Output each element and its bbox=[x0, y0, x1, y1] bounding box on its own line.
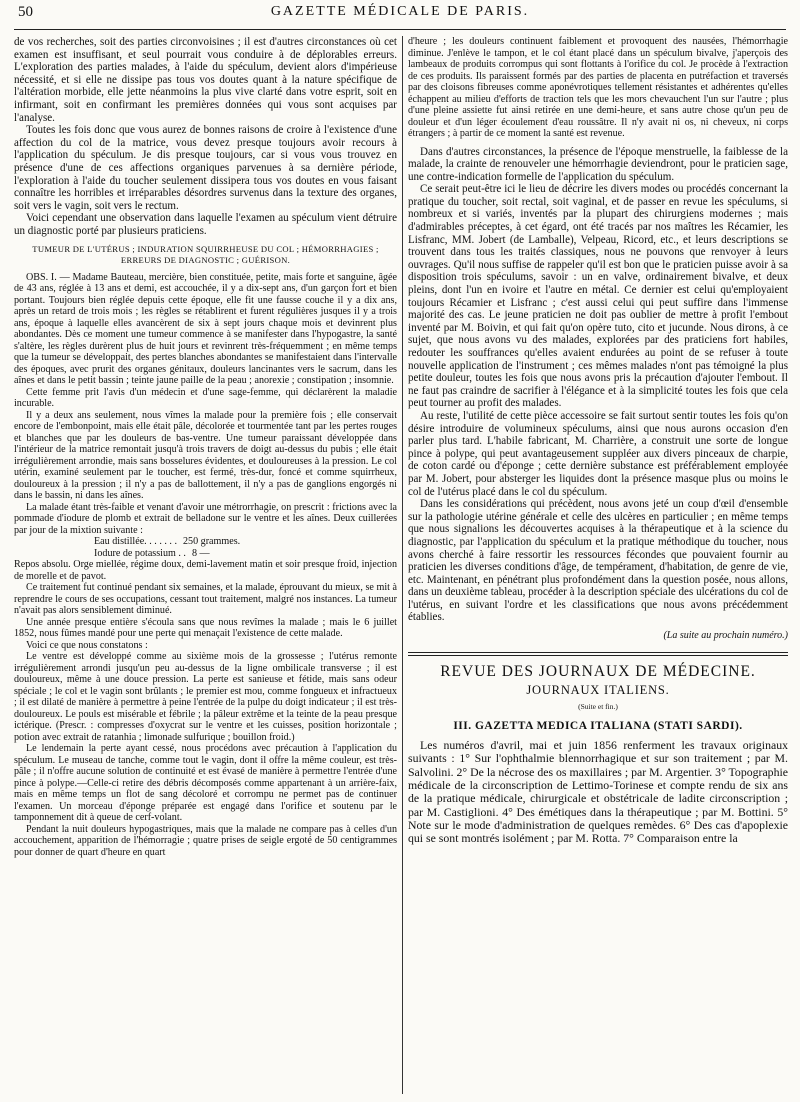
paragraph: OBS. I. — Madame Bauteau, mercière, bien constituée, petite, mais forte et sanguine, âgée de 43 ans, réglée à 13 ans et demi, est accouchée, il y a dix-sept ans, d'un garçon fort et bien portant. Toujours bien réglée depuis cette époque, elle fit une fausse couche il y a dix ans, après un retard de trois mois ; les règles se rétablirent et furent régulières jusques il y a trois ans, époque à laquelle elles avancèrent de six à sept jours chaque mois et devinrent plus abondantes. Dès ce moment une tumeur commence à se manifester dans l'hypogastre, la santé s'altère, les règles durèrent plus de huit jours et revinrent très-fréquemment ; en même temps que la tumeur se développait, des pertes blanches abondantes se manifestaient dans l'intervalle des époques, avec prurit des organes génitaux, douleurs lancinantes vers le sacrum, dans les aînes et dans le petit bassin ; teinte jaune paille de la peau ; anorexie ; constipation ; insomnie. bbox=[14, 271, 397, 386]
page-header bbox=[14, 4, 786, 30]
paragraph: Dans les considérations qui précèdent, nous avons jeté un coup d'œil d'ensemble sur la pathologie utérine générale et celle des ulcères en particulier ; en même temps que nous signalions les découvertes acquises à la thérapeutique et à la science du diagnostic, par l'application du spéculum et la pratique méthodique du toucher, nous avons cherché à faire ressortir les ressources fécondes que pouvaient fournir au praticien les diverses conditions d'âge, de tempérament, d'habitation, de genre de vie, etc. Maintenant, en pénétrant plus profondément dans la question posée, nous allons, dans un deuxième tableau, procéder à la description spéciale des ulcérations du col de l'utérus, en suivant l'ordre et les classifications que nous avons précédemment établies. bbox=[408, 498, 788, 624]
header-rule bbox=[14, 29, 786, 30]
paragraph: Ce serait peut-être ici le lieu de décrire les divers modes ou procédés concernant la pratique du toucher, soit rectal, soit vaginal, et de passer en revue les spéculums, si nombreux et si variés, inventés par la plupart des chirurgiens modernes ; mais d'admirables préceptes, à cet égard, ont été tracés par nos maîtres les Récamier, les Lisfranc, MM. Jobert (de Lamballe), Velpeau, Ricord, etc., et leurs descriptions se trouvent dans tous les traités classiques, nous ne pouvons que renvoyer à leurs ouvrages. Qu'il nous suffise de rappeler qu'il est bon que le praticien puisse avoir à sa disposition trois spéculums, savoir : un en valve, ordinairement bivalve, et deux pleins, dont l'un en ivoire et l'autre en métal. Ce dernier est celui qu'employaient toujours Récamier et Lisfranc ; c'est aussi celui qui peut suffire dans l'immense majorité des cas. Le jeune praticien ne doit pas oublier de mettre à profit l'embout inventé par M. Boivin, et qui fait qu'on opère tuto, cito et jucunde. Nous dirons, à ce sujet, que nous avons vu des malades, explorées par des praticiens fort habiles, redouter les souffrances qu'elles avaient endurées au point de se refuser à toute nouvelle application de l'instrument ; ces mêmes malades n'ont pas témoigné la plus petite douleur, toutes les fois que nous avons pris la précaution d'ajouter l'embout. Il ne faut pas craindre de sacrifier à l'élégance et à la simplicité toutes les fois que cela peut tourner au profit des malades. bbox=[408, 183, 788, 410]
journal-heading: III. GAZETTA MEDICA ITALIANA (STATI SARDI). bbox=[453, 720, 743, 733]
paragraph: Le ventre est développé comme au sixième mois de la grossesse ; l'utérus remonte irrégulièrement arrondi jusqu'un peu au-dessus de la ligne ombilicale transverse ; il est douloureux, même à une douce pression. La perte est sanieuse et fétide, mais sans odeur spéciale ; le col et le vagin sont brûlants ; le premier est mou, comme fongueux et infractueux ; il est dilaté de manière à permettre à peine l'entrée de la pulpe du doigt indicateur ; il est très-douloureux. Le pouls est misérable et fébrile ; la pâleur extrême et la teinte de la peau presque ictérique. (Prescr. : compresses d'oxycrat sur le ventre et les cuisses, position horizontale ; potion avec extrait de ratanhia ; limonade sulfurique ; bouillon froid.) bbox=[14, 651, 397, 743]
paragraph: Les numéros d'avril, mai et juin 1856 renferment les travaux originaux suivants : 1° Sur l'ophthalmie blennorrhagique et sur son traitement ; par M. Salvolini. 2° De la nécrose des os maxillaires ; par M. Argentier. 3° Topographie médicale de la circonscription de Lettimo-Torinese et compte rendu de six ans de la pratique médicale, chirurgicale et obstétricale de ladite circonscription ; par M. Castiglioni. 4° Des émétiques dans la thérapeutique ; par M. Bottini. 5° Note sur le mode d'administration de quelques remèdes. 6° Des cas d'apoplexie qui se sont montrés isolément ; par M. Rotta. 7° Comparaison entre la bbox=[408, 738, 788, 846]
paragraph: Dans d'autres circonstances, la présence de l'époque menstruelle, la faiblesse de la malade, la crainte de renouveler une hémorrhagie deviendront, pour le praticien sage, une contre-indication formelle de l'application du spéculum. bbox=[408, 145, 788, 183]
paragraph: Une année presque entière s'écoula sans que nous revîmes la malade ; mais le 6 juillet 1852, nous fûmes mandé pour une perte qui menaçait l'existence de cette malade. bbox=[14, 616, 397, 639]
recipe-ingredient: Eau distillée. . . . . . . bbox=[94, 536, 177, 547]
paragraph: Au reste, l'utilité de cette pièce accessoire se fait surtout sentir toutes les fois qu'on désire introduire de volumineux spéculums, ainsi que nous aurons occasion d'en parler plus tard. L'habile fabricant, M. Charrière, a construit une sorte de longue pince à polype, qui peut avantageusement suppléer aux divers pinceaux de charpie, de coton cardé ou d'éponge ; cette dernière substance est préférablement employée par M. Jobert, pour absterger les liquides dont la présence masque plus ou moins le col de l'utérus placé dans le col du spéculum. bbox=[408, 409, 788, 498]
page-number: 50 bbox=[18, 4, 33, 20]
paragraph: Cette femme prit l'avis d'un médecin et d'une sage-femme, qui déclarèrent la maladie incurable. bbox=[14, 386, 397, 409]
recipe-amount: 8 — bbox=[191, 547, 210, 559]
paragraph: Ce traitement fut continué pendant six semaines, et la malade, éprouvant du mieux, se mit à reprendre le cours de ses occupations, cessant tout traitement, malgré nos instances. La tumeur n'avait pas alors sensiblement diminué. bbox=[14, 582, 397, 616]
paragraph: Toutes les fois donc que vous aurez de bonnes raisons de croire à l'existence d'une affection du col de la matrice, vous devez presque toujours avoir recours à l'application du spéculum. Je dis presque toujours, car si vous vous trouvez en présence d'une de ces affections organiques parvenues à sa dernière période, l'exploration à l'aide du toucher seulement dissipera tous vos doutes en vous faisant connaître les horribles et irréparables désordres survenus dans la texture des organes, soit vers le vagin, soit vers le rectum. bbox=[14, 124, 397, 212]
paragraph: Voici cependant une observation dans laquelle l'examen au spéculum vient détruire un diagnostic porté par plusieurs praticiens. bbox=[14, 212, 397, 237]
paragraph: Pendant la nuit douleurs hypogastriques, mais que la malade ne compare pas à celles d'un accouchement, apparition de l'hémorragie ; quatre prises de seigle ergoté de 50 centigrammes pour donner de quart d'heure en quart bbox=[14, 823, 397, 858]
paragraph: de vos recherches, soit des parties circonvoisines ; il est d'autres circonstances où cet examen est insuffisant, et seul pourrait vous conduire à de déplorables erreurs. L'exploration des parties malades, à l'aide du spéculum, devient alors d'impérieuse nécessité, et si elle ne dissipe pas tous vos doutes quant à la nature spécifique de l'altération morbide, elle jette néanmoins la plus vive clarté dans votre esprit, soit en infirmant, soit en confirmant les premières données qui vous sont acquises par l'analyse. bbox=[14, 36, 397, 124]
suite-note: (Suite et fin.) bbox=[578, 701, 618, 711]
section-rule bbox=[408, 652, 788, 653]
column-rule bbox=[402, 36, 403, 1094]
section-subtitle: JOURNAUX ITALIENS. bbox=[526, 683, 670, 698]
paragraph: La malade étant très-faible et venant d'avoir une métrorrhagie, on prescrit : frictions avec la pommade d'iodure de plomb et extrait de belladone sur le ventre et les aînes. Deux cuillerées par jour de la mixtion suivante : bbox=[14, 501, 397, 536]
paragraph: d'heure ; les douleurs continuent faiblement et provoquent des nausées, l'hémorrhagie diminue. J'enlève le tampon, et le col étant placé dans un spéculum bivalve, j'aperçois des lambeaux de produits corrompus qui sont flottants à l'orifice du col. Je procède à l'extraction de ces produits. Ils paraissent formés par des parties de placenta en putréfaction et traversés par des cloisons fibreuses comme aponévrotiques tellement résistantes et adhérentes qu'elles échappent au milieu d'efforts de traction tels que les mors chevauchent l'un sur l'autre ; plus d'une pleine assiette fut ainsi retirée en une demi-heure, et sans autre chose qu'un peu de douleur et d'un léger écoulement d'eau roussâtre. Il n'y avait ni os, ni cheveux, ni corps étrangers ; à partir de ce moment la santé est revenue. bbox=[408, 36, 788, 139]
section-title: REVUE DES JOURNAUX DE MÉDECINE. bbox=[440, 662, 756, 680]
left-column bbox=[14, 36, 397, 1096]
continuation-note: (La suite au prochain numéro.) bbox=[663, 630, 788, 642]
journal-title: GAZETTE MÉDICALE DE PARIS. bbox=[270, 4, 530, 19]
paragraph: Le lendemain la perte ayant cessé, nous procédons avec précaution à l'application du spéculum. Le museau de tanche, comme tout le vagin, dont il offre la même couleur, est très-pâle ; il n'offre aucune solution de continuité et est évasé de manière à permettre l'entrée d'une pince à polype.—Celle-ci retire des débris décomposés comme appartenant à un arrière-faix, mais en même temps un flot de sang décoloré et corrompu ne permet pas de continuer l'examen. Un morceau d'éponge préparée est engagé dans l'orifice et soutenu par le tamponnement dit à queue de cerf-volant. bbox=[14, 743, 397, 823]
right-column bbox=[408, 36, 788, 1096]
section-rule bbox=[408, 655, 788, 656]
paragraph: Voici ce que nous constatons : bbox=[26, 639, 148, 651]
recipe-ingredient: Iodure de potassium . . bbox=[94, 547, 186, 559]
observation-caption: TUMEUR DE L'UTÉRUS ; INDURATION SQUIRRHEUSE DU COL ; HÉMORRHAGIES ; ERREURS DE DIAGNOSTIC ; GUÉRISON. bbox=[32, 243, 379, 265]
recipe-amount: 250 grammes. bbox=[182, 536, 241, 547]
recipe-line bbox=[94, 536, 397, 548]
paragraph: Il y a deux ans seulement, nous vîmes la malade pour la première fois ; elle conservait encore de l'embonpoint, mais elle était pâle, décolorée et tourmentée tant par les pertes rouges et blanches que par les douleurs de bas-ventre. Une tumeur paraissant développée dans l'intérieur de la matrice remontait jusqu'à trois travers de doigt au-dessus du pubis ; elle était irrégulièrement arrondie, mais sans bosselures évidentes, et douloureuses à la pression. Le col utérin, examiné seulement par le toucher, est fermé, très-dur, foncé et comme squirrheux, douloureux à la pression ; il n'y a pas de ballottement, il n'y a pas de ganglions engorgés ni dans le bassin, ni dans les aînes. bbox=[14, 409, 397, 501]
paragraph: Repos absolu. Orge miellée, régime doux, demi-lavement matin et soir presque froid, injection de morelle et de pavot. bbox=[14, 559, 397, 582]
observation-continuation bbox=[408, 36, 788, 140]
recipe-line bbox=[94, 548, 397, 560]
observation-body bbox=[14, 272, 397, 859]
